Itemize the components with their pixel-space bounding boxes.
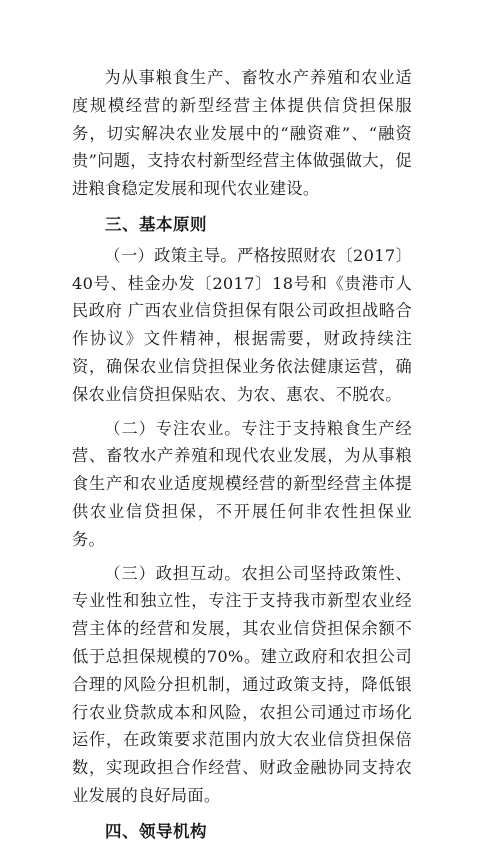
intro-paragraph: 为从事粮食生产、畜牧水产养殖和农业适度规模经营的新型经营主体提供信贷担保服务，切实解决农业发展中的“融资难”、“融资贵”问题，支持农村新型经营主体做强做大，促进粮食稳定发展和现代农业建设。 — [72, 68, 412, 199]
section-heading-basic-principles: 三、基本原则 — [105, 214, 207, 234]
section-heading-leadership: 四、领导机构 — [105, 821, 207, 841]
spacer — [72, 810, 412, 816]
principle-gov-guarantee-interaction: （三）政担互动。农担公司坚持政策性、专业性和独立性，专注于支持我市新型农业经营主体的经营和发展，其农业信贷担保余额不低于总担保规模的70%。建立政府和农担公司合理的风险分担机制，通过政策支持，降低银行农业贷款成本和风险，农担公司通过市场化运作，在政策要求范围内放大农业信贷担保倍数，实现政担合作经营、财政金融协同支持农业发展的良好局面。 — [72, 563, 412, 805]
spacer — [72, 203, 412, 209]
principle-policy-led: （一）政策主导。严格按照财农〔2017〕40号、桂金办发〔2017〕18号和《贵港市人民政府 广西农业信贷担保有限公司政担战略合作协议》文件精神，根据需要，财政持续注资，确保农业信贷担保业务依法健康运营，确保农业信贷担保贴农、为农、惠农、不脱农。 — [72, 245, 412, 404]
principle-focus-agriculture: （二）专注农业。专注于支持粮食生产经营、畜牧水产养殖和现代农业发展，为从事粮食生产和农业适度规模经营的新型经营主体提供农业信贷担保，不开展任何非农性担保业务。 — [72, 418, 412, 549]
